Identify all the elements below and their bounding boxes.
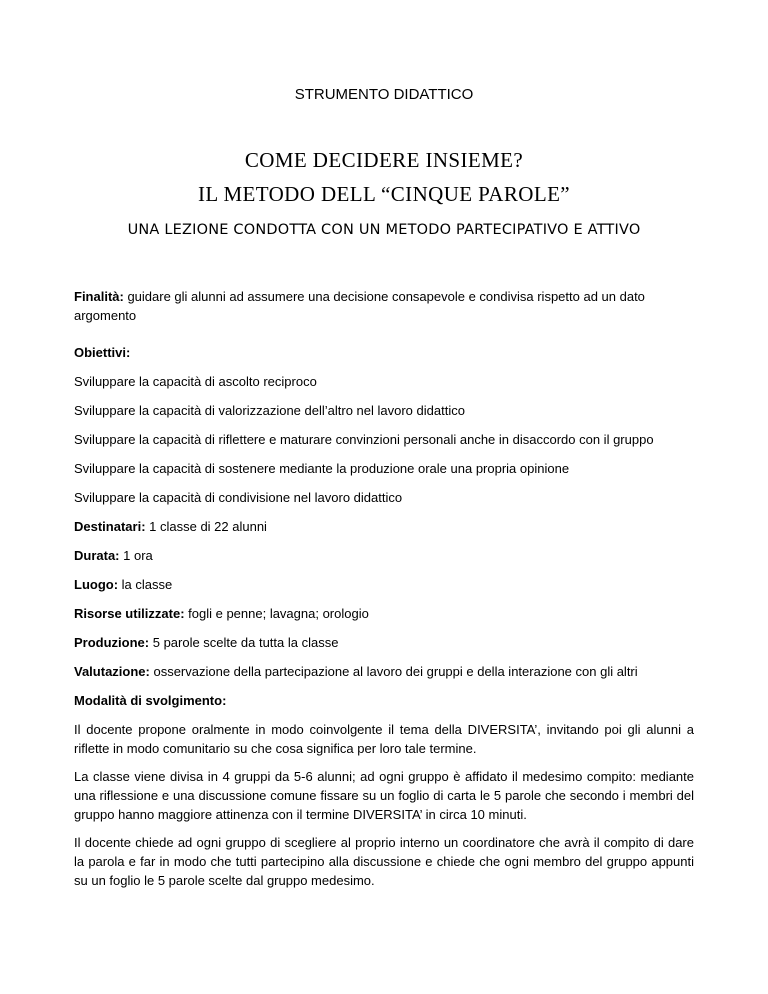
- field-label: Durata:: [74, 548, 120, 563]
- document-title: COME DECIDERE INSIEME?: [244, 148, 524, 172]
- finalita-paragraph: [74, 287, 694, 325]
- modalita-label: Modalità di svolgimento:: [74, 693, 227, 708]
- document-subtitle: IL METODO DELL “CINQUE PAROLE”: [197, 182, 571, 206]
- field-label: Luogo:: [74, 577, 119, 592]
- document-tagline: UNA LEZIONE CONDOTTA CON UN METODO PARTECIPATIVO E ATTIVO: [127, 222, 641, 238]
- modalita-paragraph: Il docente chiede ad ogni gruppo di scegliere al proprio interno un coordinatore che avrà il compito di dare la parola e far in modo che tutti partecipino alla discussione e chiede che ogni membro del gruppo appunti su un foglio le 5 parole scelte dal gruppo medesimo.: [74, 835, 694, 888]
- obiettivo-item: Sviluppare la capacità di ascolto reciproco: [74, 374, 317, 389]
- durata-field: [74, 546, 694, 565]
- field-label: Valutazione:: [74, 664, 150, 679]
- field-value: la classe: [118, 577, 173, 592]
- luogo-field: [74, 575, 694, 594]
- valutazione-field: [74, 662, 694, 681]
- obiettivi-heading: [74, 343, 694, 362]
- field-value: osservazione della partecipazione al lavoro dei gruppi e della interazione con gli altri: [149, 664, 638, 679]
- finalita-text: guidare gli alunni ad assumere una decisione consapevole e condivisa rispetto ad un dato argomento: [74, 289, 645, 323]
- obiettivo-item: Sviluppare la capacità di condivisione nel lavoro didattico: [74, 490, 403, 505]
- field-value: fogli e penne; lavagna; orologio: [184, 606, 369, 621]
- obiettivo-item: Sviluppare la capacità di riflettere e maturare convinzioni personali anche in disaccordo con il gruppo: [74, 432, 654, 447]
- finalita-label: Finalità:: [74, 289, 124, 304]
- field-label: Risorse utilizzate:: [74, 606, 185, 621]
- risorse-field: [74, 604, 694, 623]
- field-value: 5 parole scelte da tutta la classe: [149, 635, 339, 650]
- modalita-heading: [74, 691, 694, 710]
- field-value: 1 ora: [119, 548, 153, 563]
- field-label: Destinatari:: [74, 519, 146, 534]
- destinatari-field: [74, 517, 694, 536]
- obiettivo-item: Sviluppare la capacità di valorizzazione dell’altro nel lavoro didattico: [74, 403, 465, 418]
- modalita-paragraph: Il docente propone oralmente in modo coinvolgente il tema della DIVERSITA’, invitando poi gli alunni a riflette in modo comunitario su che cosa significa per loro tale termine.: [74, 722, 694, 756]
- document-kicker: STRUMENTO DIDATTICO: [294, 86, 474, 103]
- produzione-field: [74, 633, 694, 652]
- field-label: Produzione:: [74, 635, 150, 650]
- field-value: 1 classe di 22 alunni: [145, 519, 267, 534]
- modalita-paragraph: La classe viene divisa in 4 gruppi da 5-6 alunni; ad ogni gruppo è affidato il medesimo compito: mediante una riflessione e una discussione comune fissare su un foglio di carta le 5 parole che secondo i membri del gruppo hanno maggiore attinenza con il termine DIVERSITA’ in circa 10 minuti.: [74, 769, 694, 822]
- obiettivi-label: Obiettivi:: [74, 345, 131, 360]
- obiettivo-item: Sviluppare la capacità di sostenere mediante la produzione orale una propria opinione: [74, 461, 570, 476]
